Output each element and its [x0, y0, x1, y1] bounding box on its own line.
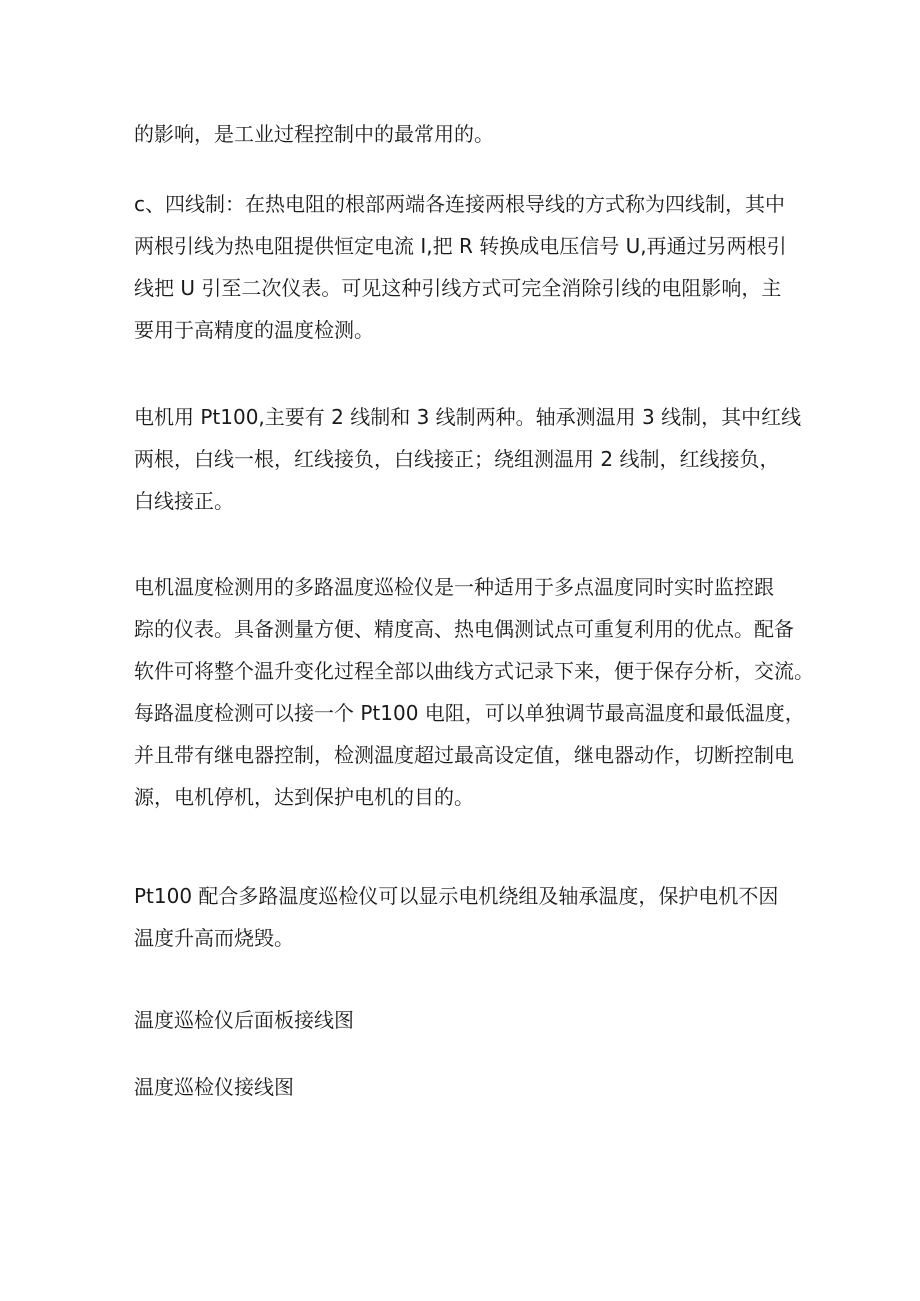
text-line: 温度巡检仪接线图: [134, 1075, 294, 1099]
text-line: 并且带有继电器控制，检测温度超过最高设定值，继电器动作，切断控制电: [134, 743, 794, 767]
text-line: 温度巡检仪后面板接线图: [134, 1008, 354, 1032]
text-line: 电机用 Pt100,主要有 2 线制和 3 线制两种。轴承测温用 3 线制，其中红线: [134, 405, 802, 429]
paragraph-pt100-protection: [134, 875, 778, 959]
text-line: 踪的仪表。具备测量方便、精度高、热电偶测试点可重复利用的优点。配备: [134, 617, 794, 641]
text-line: 两根，白线一根，红线接负，白线接正；绕组测温用 2 线制，红线接负，: [134, 447, 780, 471]
text-line: 线把 U 引至二次仪表。可见这种引线方式可完全消除引线的电阻影响，主: [134, 276, 782, 300]
text-line: 的影响，是工业过程控制中的最常用的。: [134, 122, 494, 146]
text-line: 要用于高精度的温度检测。: [134, 318, 374, 342]
caption-inspector-wiring: [134, 1066, 294, 1108]
text-line: c、四线制：在热电阻的根部两端各连接两根导线的方式称为四线制，其中: [134, 192, 785, 216]
text-line: 电机温度检测用的多路温度巡检仪是一种适用于多点温度同时实时监控跟: [134, 575, 774, 599]
text-line: Pt100 配合多路温度巡检仪可以显示电机绕组及轴承温度，保护电机不因: [134, 884, 779, 908]
text-line: 温度升高而烧毁。: [134, 926, 294, 950]
text-line: 源，电机停机，达到保护电机的目的。: [134, 785, 474, 809]
text-line: 软件可将整个温升变化过程全部以曲线方式记录下来，便于保存分析，交流。: [134, 659, 814, 683]
paragraph-four-wire: [134, 183, 787, 351]
paragraph-multi-channel-inspector: [134, 566, 814, 818]
paragraph-lead-influence: [134, 113, 494, 155]
text-line: 每路温度检测可以接一个 Pt100 电阻，可以单独调节最高温度和最低温度，: [134, 701, 805, 725]
paragraph-motor-pt100: [134, 396, 801, 522]
caption-rear-panel-wiring: [134, 999, 354, 1041]
text-line: 两根引线为热电阻提供恒定电流 I,把 R 转换成电压信号 U,再通过另两根引: [134, 234, 787, 258]
text-line: 白线接正。: [134, 489, 234, 513]
